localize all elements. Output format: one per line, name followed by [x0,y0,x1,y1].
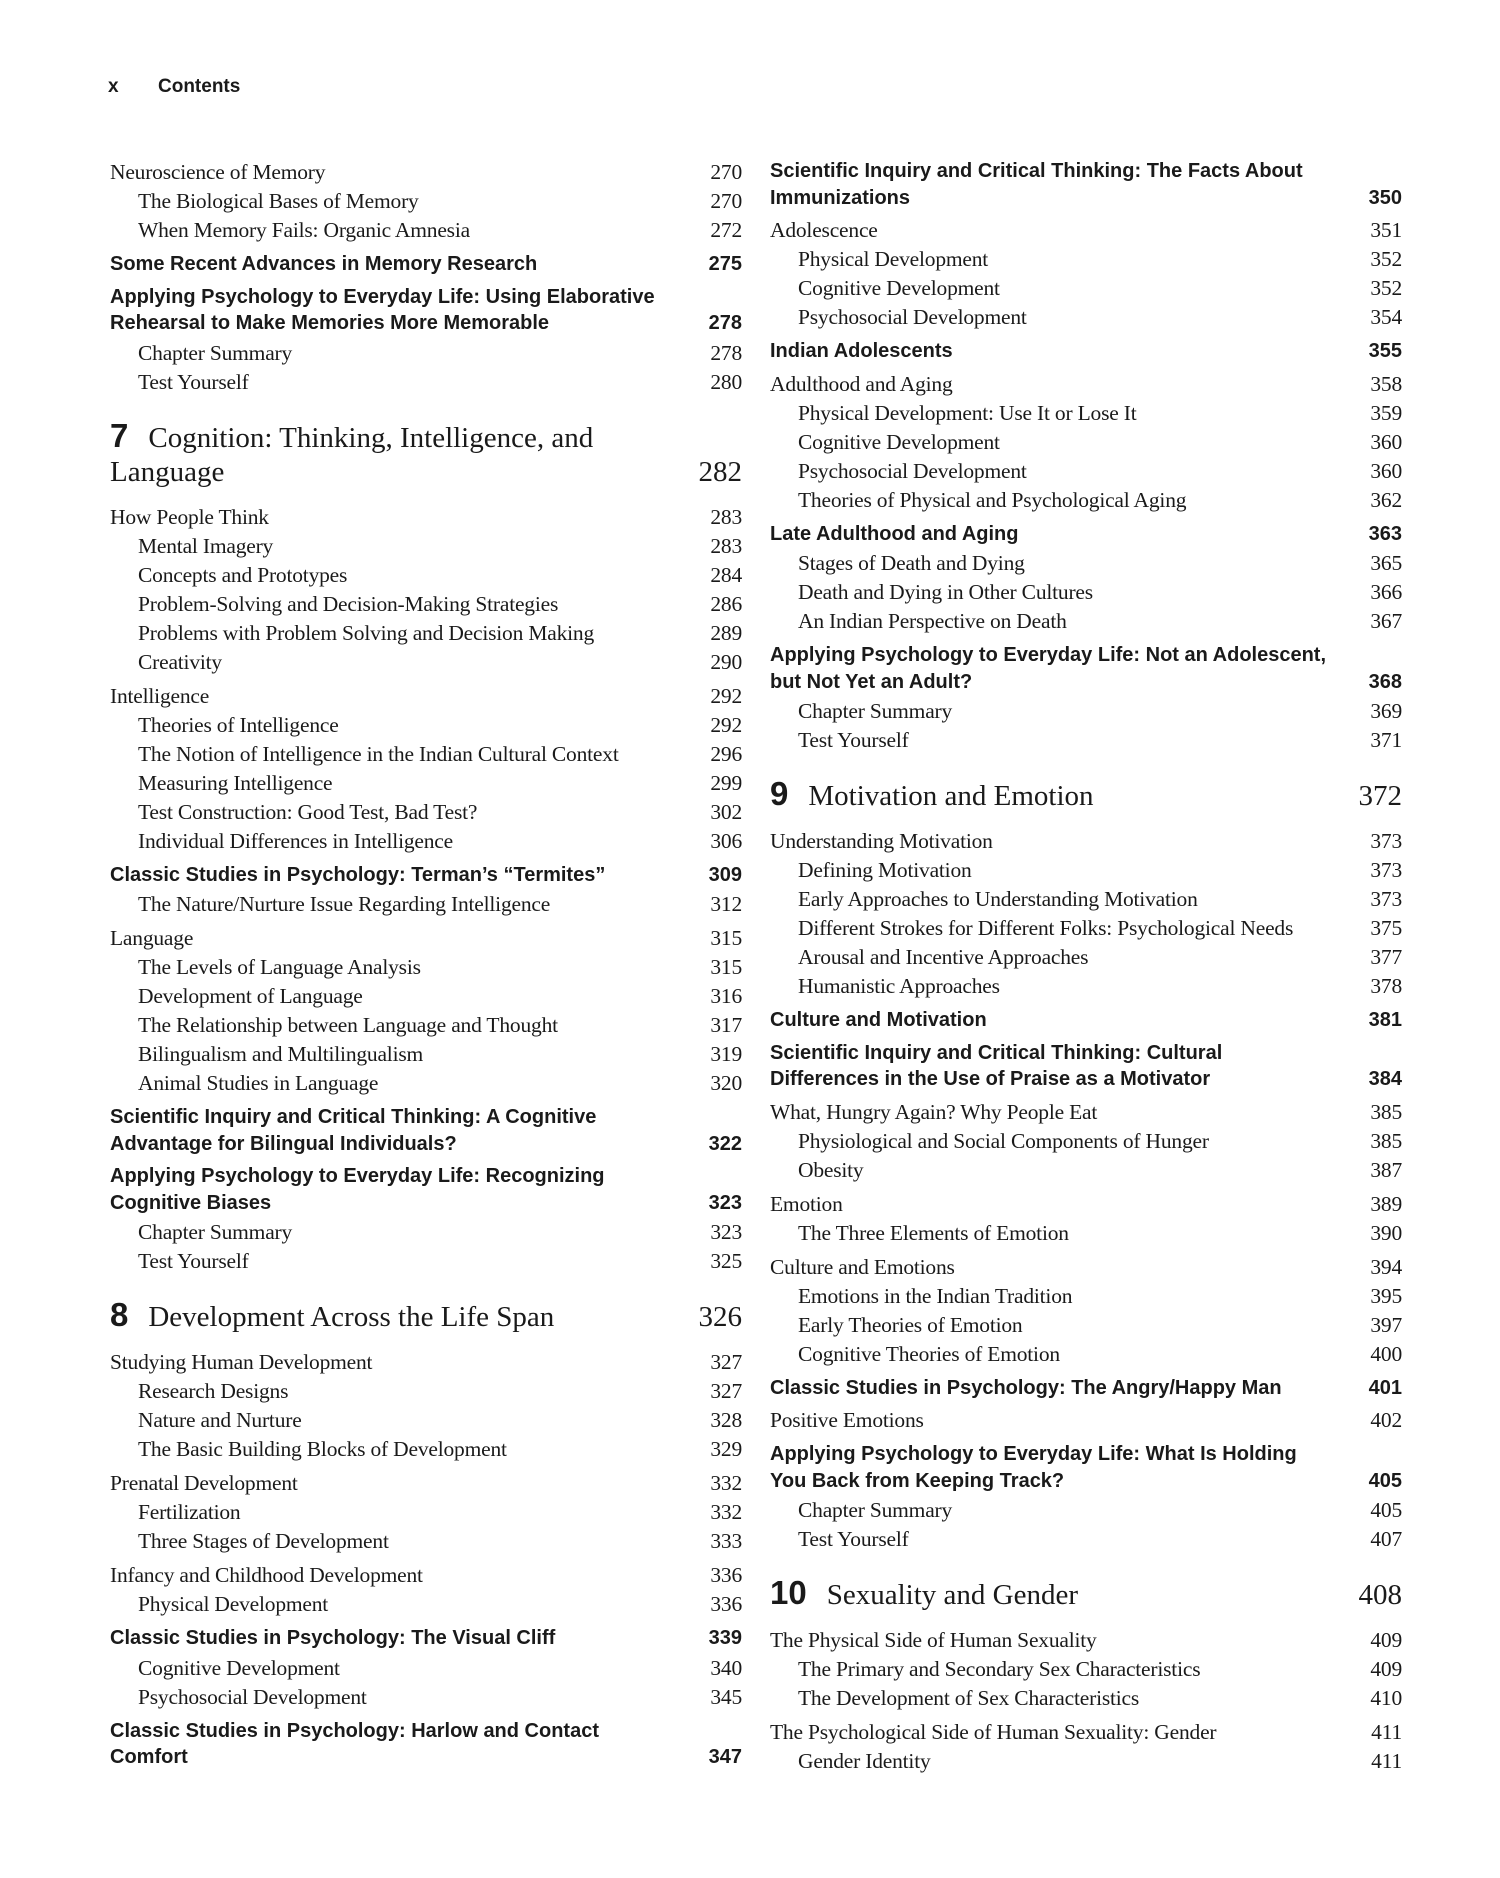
entry-page-number: 322 [708,1132,742,1155]
entry-page-number: 319 [710,1042,742,1066]
entry-page-number: 371 [1370,728,1402,752]
toc-feature-entry[interactable] [770,158,1402,211]
toc-subsection-entry[interactable] [770,1525,1402,1554]
toc-subsection-entry[interactable] [110,1435,742,1464]
entry-page-number: 289 [710,620,742,645]
entry-page-number: 405 [1368,1469,1402,1492]
toc-subsection-entry[interactable] [110,339,742,368]
entry-title: Physical Development: Use It or Lose It [798,400,1137,425]
toc-subsection-entry[interactable] [110,532,742,561]
toc-section-entry[interactable] [110,503,742,532]
entry-page-number: 347 [708,1746,742,1768]
entry-title: When Memory Fails: Organic Amnesia [138,218,470,242]
entry-title: Cognitive Development [798,276,1000,300]
toc-feature-entry[interactable] [110,1718,742,1771]
entry-page-number: 290 [710,649,742,674]
entry-page-number: 352 [1370,247,1402,271]
chapter-title: Cognition: Thinking, Intelligence, and Language [110,421,594,488]
entry-title: Fertilization [138,1500,241,1524]
toc-subsection-entry[interactable] [110,648,742,677]
toc-subsection-entry[interactable] [110,1218,742,1247]
entry-page-number: 299 [710,770,742,795]
toc-subsection-entry[interactable] [770,1747,1402,1776]
toc-section-entry[interactable] [770,827,1402,856]
entry-page-number: 373 [1370,887,1402,911]
entry-page-number: 377 [1370,945,1402,969]
entry-page-number: 365 [1370,551,1402,575]
entry-page-number: 306 [710,828,742,853]
toc-subsection-entry[interactable] [110,711,742,740]
entry-page-number: 390 [1370,1220,1402,1245]
entry-title: Neuroscience of Memory [110,160,326,184]
toc-subsection-entry[interactable] [770,972,1402,1001]
page-title: Contents [158,76,241,97]
entry-page-number: 278 [708,312,742,334]
toc-subsection-entry[interactable] [770,697,1402,726]
entry-title: Test Yourself [138,1249,249,1273]
chapter-heading[interactable] [110,1298,742,1334]
entry-title: Humanistic Approaches [798,974,1000,998]
toc-subsection-entry[interactable] [110,769,742,798]
entry-title: Studying Human Development [110,1350,373,1374]
entry-page-number: 366 [1370,580,1402,604]
entry-title: An Indian Perspective on Death [798,609,1067,633]
entry-page-number: 292 [710,683,742,708]
entry-title: The Basic Building Blocks of Development [138,1437,507,1461]
toc-feature-entry[interactable] [110,1163,742,1216]
entry-page-number: 358 [1370,371,1402,396]
toc-subsection-entry[interactable] [770,1127,1402,1156]
entry-title: Test Construction: Good Test, Bad Test? [138,799,478,824]
toc-subsection-entry[interactable] [770,428,1402,457]
entry-page-number: 275 [708,253,742,275]
entry-title: Concepts and Prototypes [138,562,348,587]
entry-page-number: 302 [710,799,742,824]
entry-title: Adolescence [770,218,878,242]
entry-title: Prenatal Development [110,1471,298,1495]
entry-title: The Development of Sex Characteristics [798,1686,1140,1710]
entry-title: Emotion [770,1191,843,1216]
entry-title: Classic Studies in Psychology: The Angry/Happy Man [770,1376,1282,1399]
entry-page-number: 381 [1368,1009,1402,1031]
entry-title: What, Hungry Again? Why People Eat [770,1099,1098,1124]
entry-title: Scientific Inquiry and Critical Thinking: Cultural Differences in the Use of Praise as a Motivator [770,1041,1223,1090]
entry-page-number: 352 [1370,276,1402,300]
chapter-number: 9 [770,775,789,812]
chapter-title: Sexuality and Gender [826,1579,1078,1611]
toc-subsection-entry[interactable] [110,1683,742,1712]
chapter-number: 10 [770,1574,807,1611]
chapter-title-group [110,416,699,489]
toc-section-entry[interactable] [110,1561,742,1590]
entry-title: Chapter Summary [138,1220,293,1244]
entry-title: Stages of Death and Dying [798,551,1025,575]
entry-page-number: 296 [710,741,742,766]
entry-title: Classic Studies in Psychology: Terman’s “Termites” [110,863,606,886]
entry-page-number: 409 [1370,1657,1402,1681]
entry-page-number: 409 [1370,1628,1402,1652]
toc-feature-entry[interactable] [110,284,742,337]
toc-subsection-entry[interactable] [110,827,742,856]
entry-title: The Levels of Language Analysis [138,955,421,979]
entry-page-number: 400 [1370,1341,1402,1366]
entry-page-number: 323 [710,1220,742,1244]
entry-title: Three Stages of Development [138,1529,389,1553]
entry-page-number: 280 [710,369,742,394]
toc-subsection-entry[interactable] [110,982,742,1011]
toc-feature-entry[interactable] [110,251,742,278]
entry-title: Classic Studies in Psychology: The Visual Cliff [110,1627,556,1649]
entry-page-number: 283 [710,533,742,558]
entry-title: Death and Dying in Other Cultures [798,580,1093,604]
entry-title: Defining Motivation [798,858,972,882]
entry-title: Individual Differences in Intelligence [138,828,453,853]
entry-title: Some Recent Advances in Memory Research [110,253,538,275]
entry-page-number: 389 [1370,1191,1402,1216]
toc-left-column [110,158,742,1773]
chapter-heading[interactable] [110,416,742,489]
toc-subsection-entry[interactable] [110,1011,742,1040]
toc-subsection-entry[interactable] [110,740,742,769]
entry-page-number: 351 [1370,218,1402,242]
toc-subsection-entry[interactable] [110,1654,742,1683]
toc-feature-entry[interactable] [770,1441,1402,1494]
entry-page-number: 278 [710,340,742,365]
toc-subsection-entry[interactable] [770,914,1402,943]
entry-page-number: 286 [710,591,742,616]
toc-subsection-entry[interactable] [770,303,1402,332]
entry-title: Early Theories of Emotion [798,1312,1023,1337]
entry-page-number: 336 [710,1592,742,1616]
entry-page-number: 395 [1370,1283,1402,1308]
toc-section-entry[interactable] [770,370,1402,399]
entry-page-number: 375 [1370,916,1402,940]
toc-subsection-entry[interactable] [110,187,742,216]
entry-title: Emotions in the Indian Tradition [798,1283,1073,1308]
entry-title: The Physical Side of Human Sexuality [770,1628,1097,1652]
toc-subsection-entry[interactable] [770,1311,1402,1340]
entry-title: Late Adulthood and Aging [770,522,1019,545]
entry-title: Cognitive Development [138,1655,340,1680]
entry-page-number: 336 [710,1563,742,1587]
entry-title: Measuring Intelligence [138,770,333,795]
entry-page-number: 378 [1370,974,1402,998]
entry-title: Early Approaches to Understanding Motivation [798,887,1198,911]
entry-title: The Relationship between Language and Thought [138,1013,558,1037]
entry-page-number: 340 [710,1655,742,1680]
toc-subsection-entry[interactable] [770,1156,1402,1185]
entry-title: Chapter Summary [798,699,953,723]
toc-feature-entry[interactable] [770,1007,1402,1034]
entry-page-number: 328 [710,1408,742,1432]
toc-subsection-entry[interactable] [110,1247,742,1276]
entry-title: Infancy and Childhood Development [110,1563,423,1587]
entry-page-number: 316 [710,984,742,1008]
toc-subsection-entry[interactable] [110,1406,742,1435]
entry-page-number: 363 [1368,522,1402,545]
entry-title: Applying Psychology to Everyday Life: Not an Adolescent, but Not Yet an Adult? [770,644,1327,693]
entry-title: Scientific Inquiry and Critical Thinking: A Cognitive Advantage for Bilingual Individuals? [110,1106,597,1155]
toc-section-entry[interactable] [770,1190,1402,1219]
toc-subsection-entry[interactable] [110,1040,742,1069]
entry-page-number: 410 [1370,1686,1402,1710]
toc-subsection-entry[interactable] [110,368,742,397]
entry-page-number: 387 [1370,1157,1402,1182]
toc-subsection-entry[interactable] [110,1590,742,1619]
chapter-page-number: 408 [1358,1579,1402,1611]
entry-page-number: 320 [710,1071,742,1095]
entry-title: Obesity [798,1157,864,1182]
toc-subsection-entry[interactable] [770,549,1402,578]
entry-page-number: 360 [1370,458,1402,483]
entry-title: Test Yourself [798,1527,909,1551]
entry-page-number: 270 [710,189,742,213]
entry-title: Problem-Solving and Decision-Making Strategies [138,591,559,616]
toc-section-entry[interactable] [110,1348,742,1377]
entry-page-number: 373 [1370,858,1402,882]
entry-title: Creativity [138,649,222,674]
toc-subsection-entry[interactable] [770,486,1402,515]
toc-feature-entry[interactable] [770,642,1402,695]
entry-title: Cognitive Theories of Emotion [798,1341,1060,1366]
toc-subsection-entry[interactable] [770,457,1402,486]
entry-title: The Biological Bases of Memory [138,189,419,213]
entry-page-number: 339 [708,1627,742,1649]
entry-title: Psychosocial Development [138,1684,367,1709]
entry-page-number: 315 [710,926,742,950]
toc-subsection-entry[interactable] [110,1377,742,1406]
entry-page-number: 401 [1368,1376,1402,1399]
toc-feature-entry[interactable] [770,1040,1402,1093]
entry-title: How People Think [110,504,269,529]
entry-page-number: 367 [1370,609,1402,633]
entry-title: Different Strokes for Different Folks: Psychological Needs [798,916,1294,940]
toc-subsection-entry[interactable] [770,245,1402,274]
entry-page-number: 323 [708,1191,742,1214]
entry-page-number: 368 [1368,670,1402,693]
entry-title: Cognitive Development [798,429,1000,454]
toc-subsection-entry[interactable] [110,890,742,919]
entry-title: Problems with Problem Solving and Decision Making [138,620,595,645]
entry-page-number: 332 [710,1471,742,1495]
entry-page-number: 317 [710,1013,742,1037]
toc-feature-entry[interactable] [770,521,1402,548]
entry-page-number: 272 [710,218,742,242]
toc-subsection-entry[interactable] [770,607,1402,636]
toc-subsection-entry[interactable] [770,856,1402,885]
entry-page-number: 369 [1370,699,1402,723]
chapter-title: Motivation and Emotion [808,780,1094,812]
toc-subsection-entry[interactable] [110,1527,742,1556]
entry-title: Culture and Emotions [770,1254,955,1279]
toc-section-entry[interactable] [770,1626,1402,1655]
toc-feature-entry[interactable] [770,338,1402,365]
entry-title: The Primary and Secondary Sex Characteristics [798,1657,1201,1681]
entry-page-number: 397 [1370,1312,1402,1337]
entry-title: Animal Studies in Language [138,1071,379,1095]
toc-subsection-entry[interactable] [770,1219,1402,1248]
entry-title: Theories of Physical and Psychological Aging [798,487,1187,512]
chapter-heading[interactable] [770,777,1402,813]
chapter-page-number: 326 [698,1301,742,1333]
toc-subsection-entry[interactable] [770,1282,1402,1311]
toc-feature-entry[interactable] [110,1104,742,1157]
entry-page-number: 394 [1370,1254,1402,1279]
entry-page-number: 354 [1370,305,1402,329]
toc-subsection-entry[interactable] [770,399,1402,428]
toc-subsection-entry[interactable] [110,1498,742,1527]
toc-subsection-entry[interactable] [770,1684,1402,1713]
entry-title: Indian Adolescents [770,340,953,362]
entry-page-number: 384 [1368,1068,1402,1090]
toc-section-entry[interactable] [770,1406,1402,1435]
entry-page-number: 373 [1370,829,1402,853]
toc-subsection-entry[interactable] [770,943,1402,972]
toc-section-entry[interactable] [770,216,1402,245]
entry-page-number: 385 [1370,1099,1402,1124]
toc-subsection-entry[interactable] [110,216,742,245]
entry-title: The Psychological Side of Human Sexuality: Gender [770,1720,1217,1744]
chapter-page-number: 282 [698,455,742,488]
entry-page-number: 283 [710,504,742,529]
entry-title: Test Yourself [138,369,249,394]
entry-title: Applying Psychology to Everyday Life: Recognizing Cognitive Biases [110,1165,605,1214]
entry-title: Language [110,926,194,950]
entry-title: Psychosocial Development [798,305,1027,329]
entry-page-number: 411 [1371,1749,1402,1773]
entry-page-number: 327 [710,1379,742,1403]
entry-title: Nature and Nurture [138,1408,302,1432]
chapter-heading[interactable] [770,1576,1402,1612]
toc-section-entry[interactable] [770,1253,1402,1282]
entry-page-number: 360 [1370,429,1402,454]
entry-title: Applying Psychology to Everyday Life: Using Elaborative Rehearsal to Make Memories More Memorable [110,285,655,334]
entry-page-number: 284 [710,562,742,587]
toc-subsection-entry[interactable] [770,1340,1402,1369]
toc-section-entry[interactable] [770,1718,1402,1747]
toc-feature-entry[interactable] [110,1625,742,1652]
entry-title: Understanding Motivation [770,829,993,853]
entry-title: Physical Development [798,247,989,271]
toc-section-entry[interactable] [110,682,742,711]
toc-subsection-entry[interactable] [770,726,1402,755]
toc-subsection-entry[interactable] [110,619,742,648]
entry-title: Mental Imagery [138,533,274,558]
entry-title: Classic Studies in Psychology: Harlow and Contact Comfort [110,1719,599,1768]
entry-page-number: 345 [710,1684,742,1709]
toc-subsection-entry[interactable] [110,953,742,982]
entry-title: Scientific Inquiry and Critical Thinking: The Facts About Immunizations [770,160,1303,209]
entry-page-number: 270 [710,160,742,184]
entry-title: Theories of Intelligence [138,712,339,737]
toc-section-entry[interactable] [110,924,742,953]
entry-page-number: 362 [1370,487,1402,512]
toc-feature-entry[interactable] [770,1375,1402,1402]
entry-title: Development of Language [138,984,363,1008]
entry-title: Physical Development [138,1592,329,1616]
entry-title: Gender Identity [798,1749,931,1773]
toc-right-column [770,158,1402,1776]
entry-title: Positive Emotions [770,1408,924,1432]
chapter-number: 8 [110,1296,129,1333]
entry-page-number: 327 [710,1350,742,1374]
toc-subsection-entry[interactable] [110,1069,742,1098]
chapter-title-group [770,777,1359,813]
entry-title: Research Designs [138,1379,289,1403]
entry-title: Applying Psychology to Everyday Life: What Is Holding You Back from Keeping Track? [770,1443,1297,1492]
entry-page-number: 333 [710,1529,742,1553]
entry-page-number: 411 [1371,1720,1402,1744]
toc-subsection-entry[interactable] [110,590,742,619]
chapter-page-number: 372 [1358,780,1402,812]
entry-title: The Notion of Intelligence in the Indian Cultural Context [138,741,619,766]
entry-title: Physiological and Social Components of Hunger [798,1128,1209,1153]
entry-title: Chapter Summary [138,340,293,365]
toc-subsection-entry[interactable] [770,1496,1402,1525]
chapter-title-group [770,1576,1359,1612]
toc-subsection-entry[interactable] [110,561,742,590]
entry-title: Chapter Summary [798,1498,953,1522]
toc-subsection-entry[interactable] [770,885,1402,914]
entry-title: The Nature/Nurture Issue Regarding Intelligence [138,892,551,916]
toc-subsection-entry[interactable] [770,1655,1402,1684]
entry-title: Intelligence [110,683,210,708]
toc-subsection-entry[interactable] [110,798,742,827]
toc-subsection-entry[interactable] [770,274,1402,303]
toc-subsection-entry[interactable] [770,578,1402,607]
page-number: x [108,76,119,97]
entry-page-number: 315 [710,955,742,979]
entry-page-number: 355 [1368,340,1402,362]
chapter-number: 7 [110,416,129,454]
running-header [108,76,240,98]
entry-page-number: 332 [710,1500,742,1524]
entry-title: Culture and Motivation [770,1009,987,1031]
entry-title: The Three Elements of Emotion [798,1220,1069,1245]
entry-title: Test Yourself [798,728,909,752]
entry-title: Arousal and Incentive Approaches [798,945,1089,969]
entry-title: Bilingualism and Multilingualism [138,1042,424,1066]
entry-title: Psychosocial Development [798,458,1027,483]
toc-section-entry[interactable] [110,1469,742,1498]
entry-page-number: 359 [1370,400,1402,425]
chapter-title-group [110,1298,699,1334]
toc-section-entry[interactable] [770,1098,1402,1127]
chapter-title: Development Across the Life Span [148,1301,555,1333]
entry-page-number: 329 [710,1437,742,1461]
entry-page-number: 405 [1370,1498,1402,1522]
toc-feature-entry[interactable] [110,862,742,889]
entry-page-number: 309 [708,863,742,886]
entry-page-number: 292 [710,712,742,737]
entry-page-number: 350 [1368,186,1402,209]
entry-page-number: 325 [710,1249,742,1273]
entry-page-number: 312 [710,892,742,916]
entry-page-number: 402 [1370,1408,1402,1432]
entry-page-number: 385 [1370,1128,1402,1153]
entry-title: Adulthood and Aging [770,371,953,396]
toc-section-entry[interactable] [110,158,742,187]
entry-page-number: 407 [1370,1527,1402,1551]
